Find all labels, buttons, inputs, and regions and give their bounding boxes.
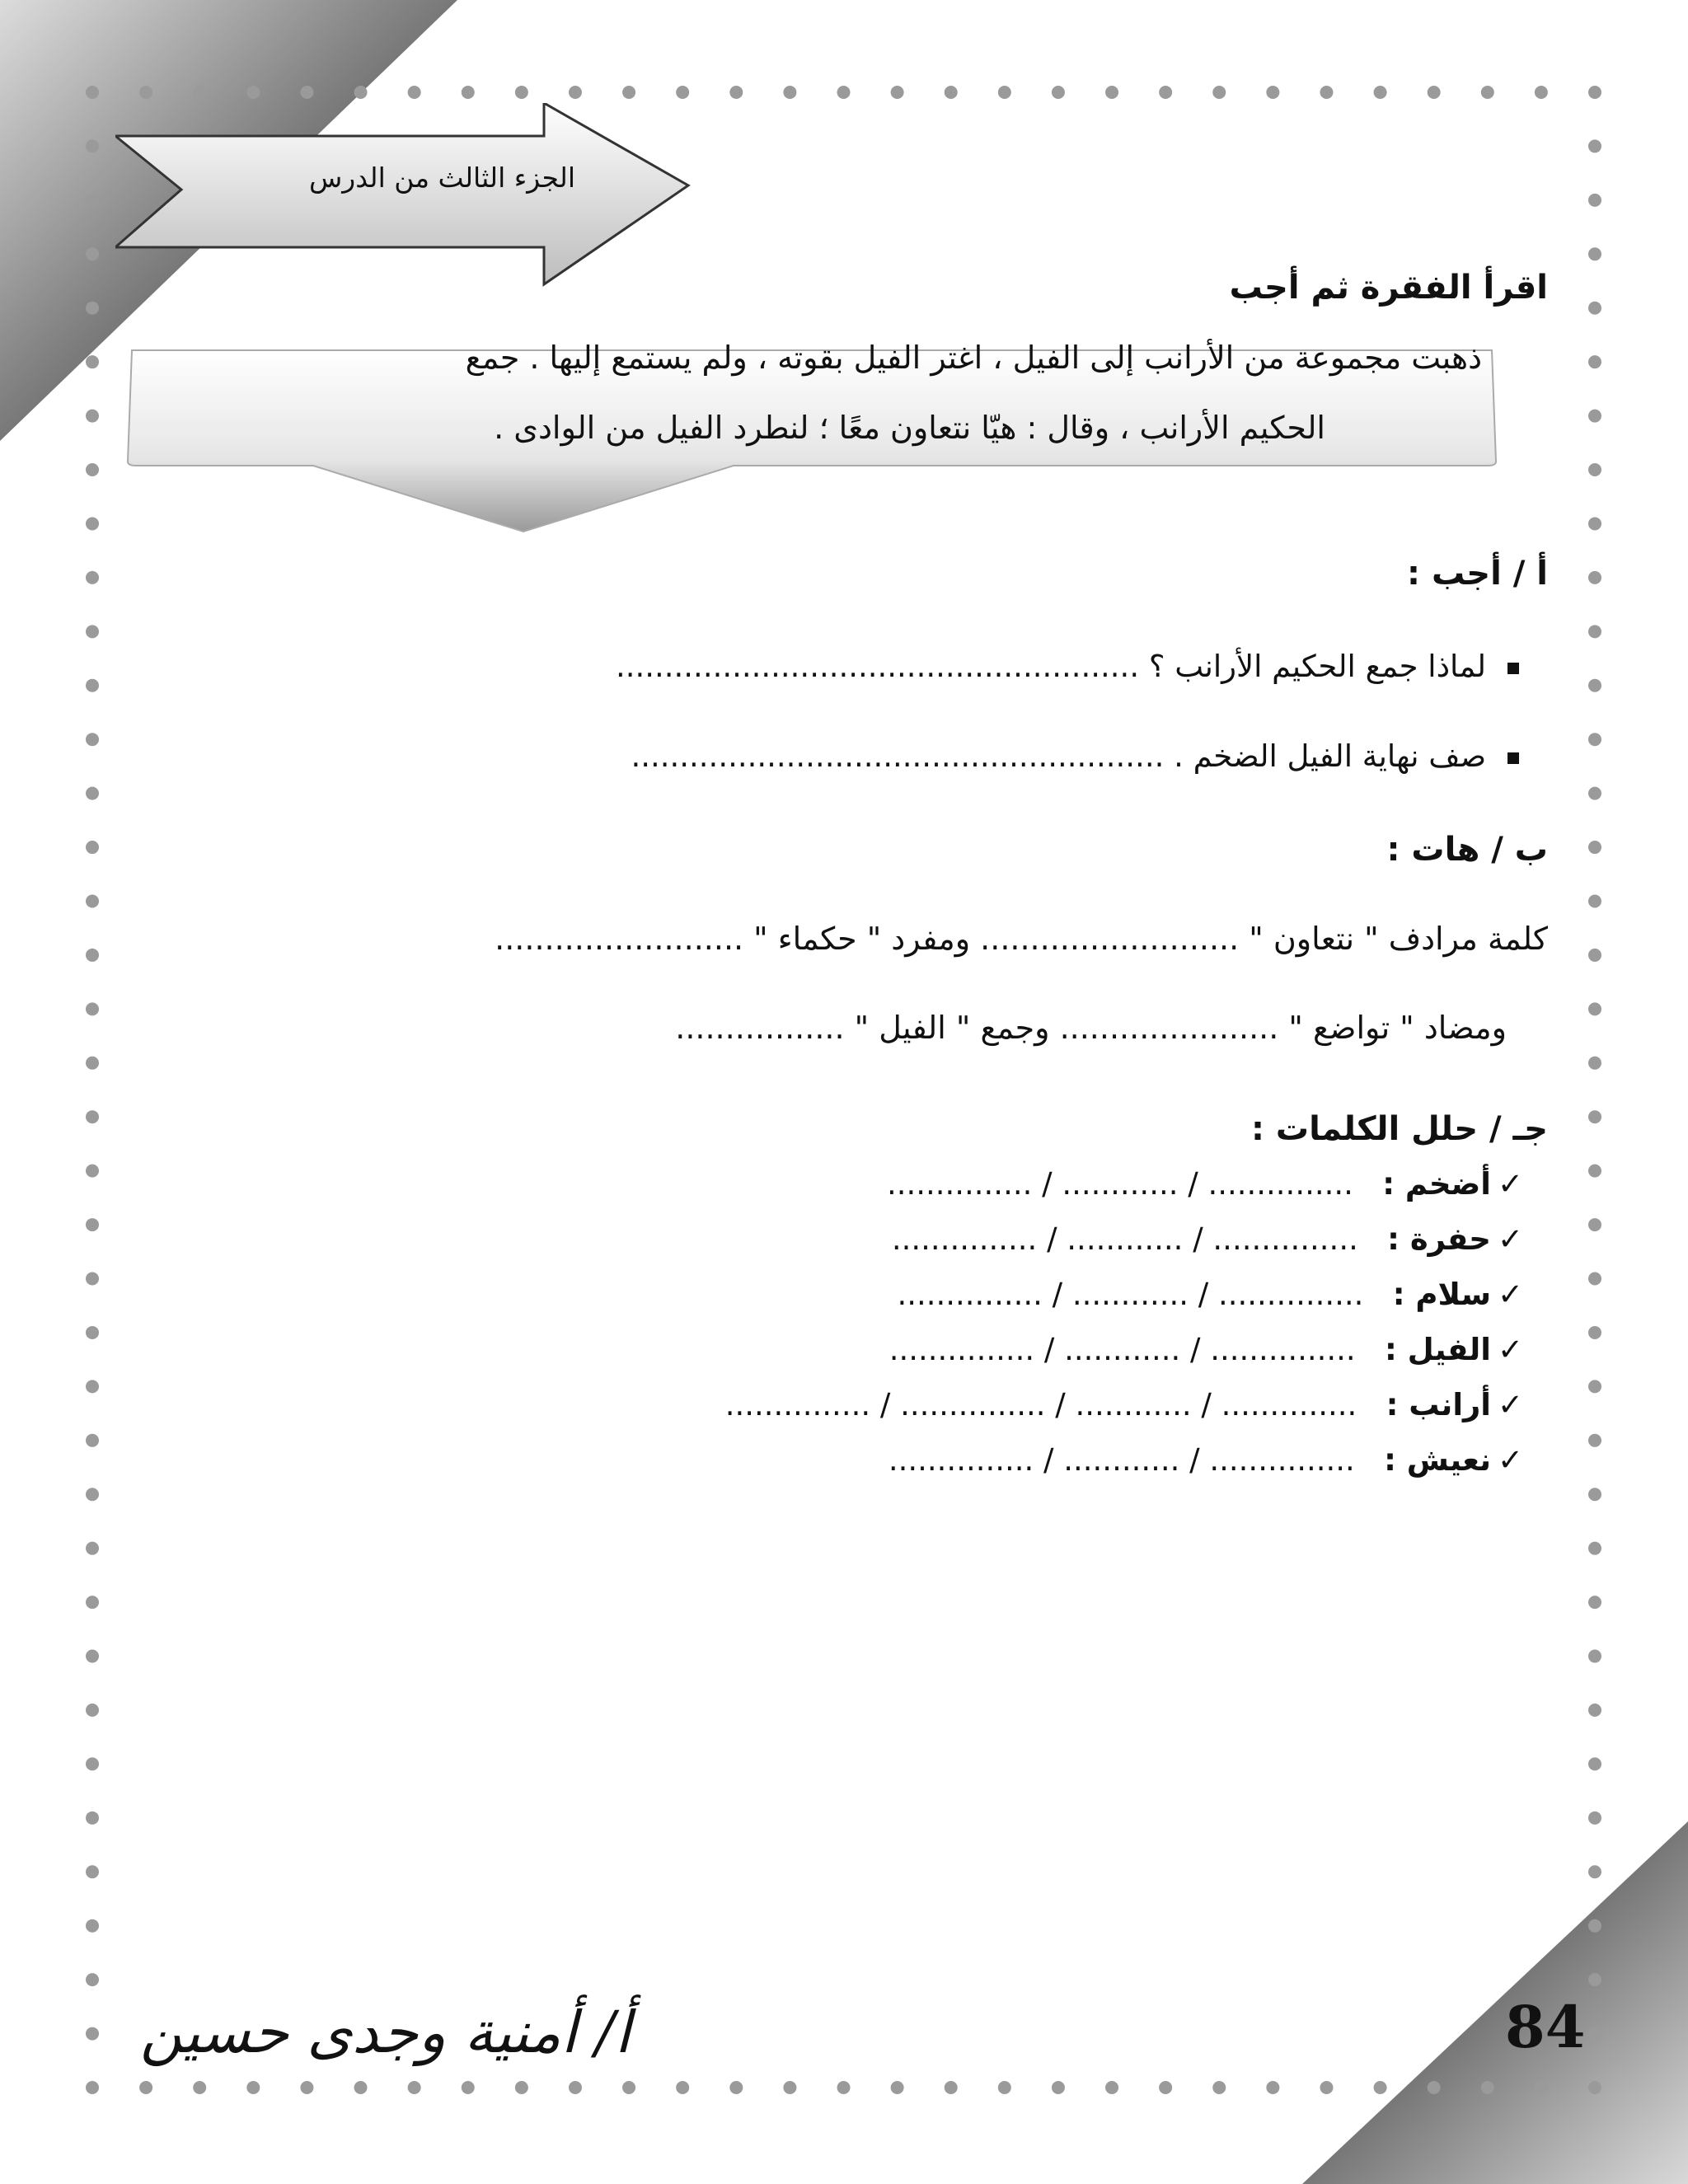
border-dot	[783, 2081, 796, 2094]
border-dot	[515, 86, 528, 99]
vocab-line-2: ومضاد " تواضع " ...................... وجمع " الفيل " .................	[675, 1010, 1507, 1046]
border-dot	[569, 86, 582, 99]
border-dot	[86, 1326, 99, 1339]
border-dot	[193, 86, 206, 99]
border-dot	[1588, 86, 1601, 99]
author-signature: أ/ أمنية وجدى حسين	[140, 1999, 631, 2066]
border-dot	[1588, 1272, 1601, 1286]
border-dot	[1320, 2081, 1333, 2094]
border-dot	[1588, 410, 1601, 423]
border-dot	[1481, 86, 1494, 99]
border-dot	[1588, 625, 1601, 638]
border-dot	[86, 1110, 99, 1123]
border-dot	[1588, 1002, 1601, 1015]
border-dot	[1535, 86, 1548, 99]
part-b-heading: ب / هات :	[1386, 831, 1548, 869]
border-dot	[1588, 1650, 1601, 1663]
border-dot	[1588, 571, 1601, 584]
border-dot	[354, 2081, 368, 2094]
border-dot	[86, 194, 99, 207]
question-1	[616, 649, 1519, 684]
border-dot	[1588, 787, 1601, 800]
border-dot	[1266, 2081, 1279, 2094]
border-dot	[1588, 1326, 1601, 1339]
border-dot	[1159, 86, 1172, 99]
border-dot	[945, 86, 958, 99]
border-dot	[86, 841, 99, 854]
border-dot	[1588, 1057, 1601, 1070]
border-dot	[1588, 139, 1601, 152]
border-dot	[1588, 517, 1601, 530]
border-dot	[676, 2081, 689, 2094]
border-dot	[1588, 1542, 1601, 1555]
border-dot	[86, 1704, 99, 1717]
border-dot	[1588, 194, 1601, 207]
border-dot	[1588, 1919, 1601, 1933]
border-dot	[1588, 1488, 1601, 1501]
border-dot	[86, 1542, 99, 1555]
border-dot	[1588, 679, 1601, 692]
border-dot	[1588, 302, 1601, 315]
border-dot	[86, 787, 99, 800]
border-dot	[193, 2081, 206, 2094]
border-dot	[1428, 86, 1441, 99]
border-dot	[86, 1057, 99, 1070]
border-dot	[86, 1865, 99, 1878]
border-dot	[1588, 1865, 1601, 1878]
vocab-line-1: كلمة مرادف " نتعاون " .......................... ومفرد " حكماء " .........................	[495, 921, 1548, 957]
border-dot	[1535, 2081, 1548, 2094]
page-number: 84	[1505, 1993, 1586, 2061]
border-dot	[300, 86, 313, 99]
border-dot	[1588, 1380, 1601, 1393]
border-dot	[86, 949, 99, 962]
checkmark-icon: ✓	[1497, 1387, 1523, 1422]
analysis-blanks: ............... / ............ / ...............	[889, 1332, 1356, 1367]
border-dot	[86, 625, 99, 638]
border-dot	[86, 679, 99, 692]
checkmark-icon: ✓	[1497, 1221, 1523, 1257]
border-dot	[86, 1596, 99, 1609]
border-dot	[86, 1650, 99, 1663]
border-dot	[246, 86, 260, 99]
border-dot	[891, 86, 904, 99]
part-a-heading: أ / أجب :	[1407, 555, 1548, 593]
border-dot	[515, 2081, 528, 2094]
border-dot	[1588, 894, 1601, 907]
border-dot	[1588, 841, 1601, 854]
analysis-word: حفرة :	[1387, 1221, 1491, 1257]
border-dot	[86, 1973, 99, 1986]
border-dot	[86, 1488, 99, 1501]
border-dot	[86, 1757, 99, 1770]
border-dot	[998, 86, 1011, 99]
question-2-text: صف نهاية الفيل الضخم . .......................................................	[631, 738, 1486, 774]
analysis-blanks: ............... / ............ / ...............	[886, 1166, 1353, 1202]
border-dot	[891, 2081, 904, 2094]
border-dot	[1212, 2081, 1226, 2094]
square-bullet-icon	[1507, 663, 1519, 674]
border-dot	[86, 247, 99, 260]
border-dot	[1428, 2081, 1441, 2094]
border-dot	[676, 86, 689, 99]
border-dot	[86, 733, 99, 746]
border-dot	[729, 2081, 743, 2094]
analysis-row	[887, 1166, 1523, 1202]
border-dot	[86, 1272, 99, 1286]
checkmark-icon: ✓	[1497, 1442, 1523, 1478]
border-dot	[569, 2081, 582, 2094]
border-dot	[1588, 1704, 1601, 1717]
border-dot	[86, 302, 99, 315]
square-bullet-icon	[1507, 752, 1519, 764]
border-dot	[86, 517, 99, 530]
analysis-row	[897, 1277, 1523, 1312]
analysis-row	[889, 1442, 1523, 1478]
border-dot	[86, 894, 99, 907]
part-c-heading: جـ / حلل الكلمات :	[1250, 1110, 1548, 1148]
border-dot	[86, 1218, 99, 1231]
border-dot	[998, 2081, 1011, 2094]
section-arrow-banner	[115, 103, 692, 301]
border-dot	[1588, 355, 1601, 368]
border-dot	[86, 2027, 99, 2041]
border-dot	[1588, 247, 1601, 260]
passage-line-1: ذهبت مجموعة من الأرانب إلى الفيل ، اغتر الفيل بقوته ، ولم يستمع إليها . جمع	[465, 340, 1482, 376]
border-dot	[1588, 2081, 1601, 2094]
question-1-text: لماذا جمع الحكيم الأرانب ؟ ......................................................	[615, 649, 1486, 684]
border-dot	[462, 86, 475, 99]
analysis-row	[889, 1332, 1523, 1367]
border-dot	[139, 86, 152, 99]
border-dot	[86, 1919, 99, 1933]
analysis-word: الفيل :	[1384, 1332, 1491, 1367]
border-dot	[354, 86, 368, 99]
analysis-word: سلام :	[1392, 1277, 1491, 1312]
border-dot	[1588, 1757, 1601, 1770]
border-dot	[1212, 86, 1226, 99]
border-dot	[1105, 86, 1118, 99]
border-dot	[246, 2081, 260, 2094]
border-dot	[1588, 1596, 1601, 1609]
border-dot	[462, 2081, 475, 2094]
border-dot	[1159, 2081, 1172, 2094]
border-dot	[86, 1165, 99, 1178]
question-2	[631, 738, 1519, 774]
border-dot	[1588, 1811, 1601, 1825]
border-dot	[86, 1434, 99, 1447]
border-dot	[1588, 2027, 1601, 2041]
analysis-word: نعيش :	[1384, 1442, 1491, 1478]
passage-line-2: الحكيم الأرانب ، وقال : هيّا نتعاون معًا ؛ لنطرد الفيل من الوادى .	[494, 410, 1325, 446]
border-dot	[1588, 1973, 1601, 1986]
border-dot	[783, 86, 796, 99]
analysis-blanks: ............... / ............ / ...............	[891, 1221, 1358, 1257]
border-dot	[1481, 2081, 1494, 2094]
section-label: الجزء الثالث من الدرس	[309, 162, 575, 194]
border-dot	[86, 463, 99, 476]
border-dot	[1588, 1434, 1601, 1447]
border-dot	[837, 2081, 851, 2094]
analysis-blanks: .............. / ............ / ............... / ...............	[724, 1387, 1357, 1422]
border-dot	[837, 86, 851, 99]
border-dot	[408, 2081, 421, 2094]
border-dot	[1588, 1218, 1601, 1231]
checkmark-icon: ✓	[1497, 1166, 1523, 1202]
border-dot	[1374, 86, 1387, 99]
border-dot	[1320, 86, 1333, 99]
analysis-word: أرانب :	[1386, 1387, 1491, 1422]
border-dot	[408, 86, 421, 99]
checkmark-icon: ✓	[1497, 1277, 1523, 1312]
analysis-blanks: ............... / ............ / ...............	[897, 1277, 1364, 1312]
border-dot	[300, 2081, 313, 2094]
border-dot	[86, 355, 99, 368]
border-dot	[86, 1811, 99, 1825]
instruction-heading: اقرأ الفقرة ثم أجب	[1229, 269, 1548, 307]
border-dot	[945, 2081, 958, 2094]
border-dot	[1588, 949, 1601, 962]
checkmark-icon: ✓	[1497, 1332, 1523, 1367]
border-dot	[1588, 463, 1601, 476]
analysis-row	[725, 1387, 1523, 1422]
analysis-word: أضخم :	[1382, 1166, 1491, 1202]
border-dot	[1052, 86, 1065, 99]
border-dot	[1374, 2081, 1387, 2094]
border-dot	[86, 86, 99, 99]
border-dot	[139, 2081, 152, 2094]
border-dot	[1588, 1165, 1601, 1178]
border-dot	[729, 86, 743, 99]
border-dot	[86, 571, 99, 584]
border-dot	[86, 1002, 99, 1015]
border-dot	[86, 410, 99, 423]
border-dot	[1588, 733, 1601, 746]
border-dot	[1588, 1110, 1601, 1123]
border-dot	[86, 2081, 99, 2094]
analysis-blanks: ............... / ............ / ...............	[888, 1442, 1355, 1478]
border-dot	[622, 2081, 635, 2094]
border-dot	[86, 139, 99, 152]
border-dot	[1105, 2081, 1118, 2094]
border-dot	[1052, 2081, 1065, 2094]
border-dot	[622, 86, 635, 99]
border-dot	[86, 1380, 99, 1393]
analysis-row	[892, 1221, 1523, 1257]
border-dot	[1266, 86, 1279, 99]
